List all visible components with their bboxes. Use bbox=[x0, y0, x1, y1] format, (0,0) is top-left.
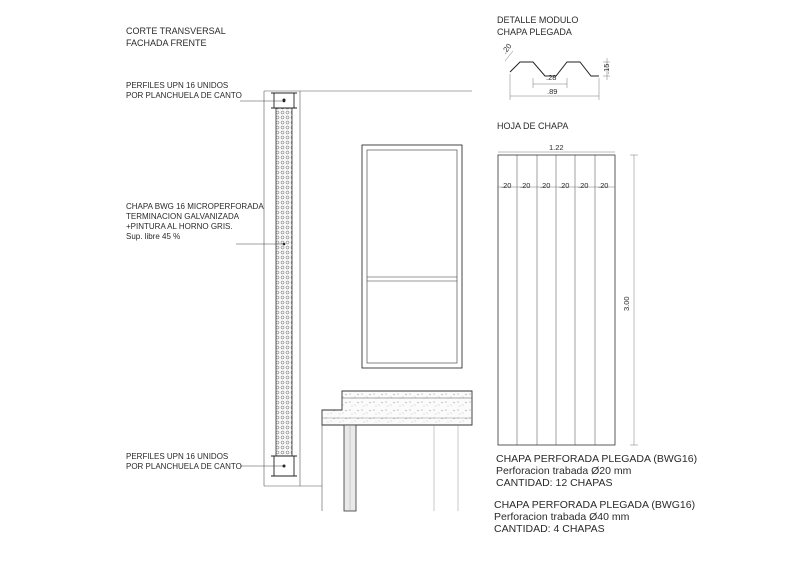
note-mid-line3: +PINTURA AL HORNO GRIS. bbox=[126, 222, 233, 231]
strip-label: .20 bbox=[578, 181, 589, 190]
strip-label: .20 bbox=[559, 181, 570, 190]
note-bottom-line2: POR PLANCHUELA DE CANTO bbox=[126, 462, 242, 471]
note-bottom-line1: PERFILES UPN 16 UNIDOS bbox=[126, 452, 229, 461]
strip-label: .20 bbox=[501, 181, 512, 190]
module-title-line2: CHAPA PLEGADA bbox=[497, 27, 572, 37]
module-title-line1: DETALLE MODULO bbox=[497, 15, 579, 25]
spec2-line2: Perforacion trabada Ø40 mm bbox=[494, 511, 630, 523]
sheet-width-label: 1.22 bbox=[549, 143, 564, 152]
floor-slab bbox=[322, 391, 472, 425]
window bbox=[362, 145, 462, 368]
dim-inner: .28 bbox=[546, 73, 557, 82]
spec2-line1: CHAPA PERFORADA PLEGADA (BWG16) bbox=[494, 499, 696, 511]
spec2-line3: CANTIDAD: 4 CHAPAS bbox=[494, 523, 605, 535]
strip-label: .20 bbox=[540, 181, 551, 190]
perforated-sheet bbox=[276, 108, 292, 456]
module-detail-drawing bbox=[505, 51, 610, 100]
note-mid-line4: Sup. libre 45 % bbox=[126, 232, 181, 241]
note-mid-line1: CHAPA BWG 16 MICROPERFORADA bbox=[126, 202, 264, 211]
section-title-line2: FACHADA FRENTE bbox=[126, 38, 207, 48]
dim-total: .89 bbox=[547, 87, 558, 96]
spec1-line3: CANTIDAD: 12 CHAPAS bbox=[496, 477, 613, 489]
note-top-line1: PERFILES UPN 16 UNIDOS bbox=[126, 81, 229, 90]
strip-label: .20 bbox=[520, 181, 531, 190]
sheet-drawing bbox=[498, 152, 638, 445]
sheet-height-label: 3.00 bbox=[622, 296, 631, 311]
spec1-line2: Perforacion trabada Ø20 mm bbox=[496, 465, 632, 477]
strip-label: .20 bbox=[598, 181, 609, 190]
sheet-title: HOJA DE CHAPA bbox=[497, 121, 569, 131]
sheet-outline bbox=[498, 155, 615, 445]
note-top-line2: POR PLANCHUELA DE CANTO bbox=[126, 91, 242, 100]
column bbox=[322, 425, 458, 511]
spec1-line1: CHAPA PERFORADA PLEGADA (BWG16) bbox=[496, 453, 698, 465]
note-mid-line2: TERMINACION GALVANIZADA bbox=[126, 212, 240, 221]
section-title-line1: CORTE TRANSVERSAL bbox=[126, 26, 226, 36]
dim-height: .15 bbox=[602, 63, 611, 74]
dim-slant: .20 bbox=[500, 41, 514, 56]
facade-section bbox=[236, 91, 472, 511]
